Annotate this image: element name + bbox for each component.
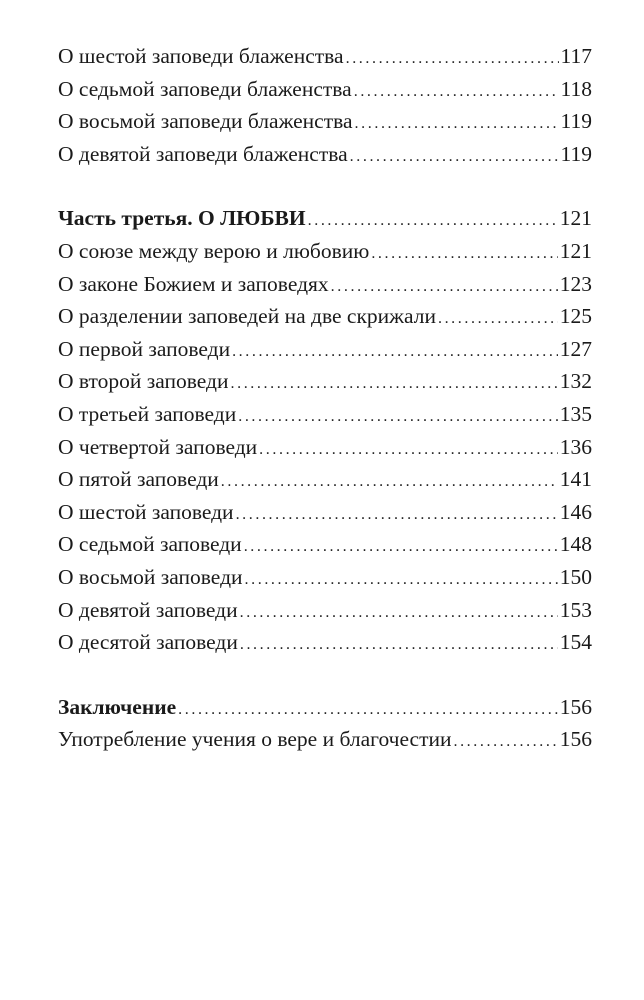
toc-entry-page: 156 [559, 727, 592, 752]
toc-entry [58, 235, 592, 268]
toc-entry-title: О шестой заповеди [58, 499, 234, 524]
dot-leader [350, 141, 559, 174]
toc-entry [58, 73, 592, 106]
toc-heading-title [58, 691, 176, 724]
toc-entry-page: 123 [559, 271, 592, 296]
toc-entry-title: О восьмой заповеди блаженства [58, 109, 353, 134]
toc-heading-title-bold: Часть третья. [58, 206, 193, 231]
dot-leader [178, 694, 558, 727]
section-gap [58, 659, 592, 691]
dot-leader [371, 238, 557, 271]
toc-entry [58, 105, 592, 138]
dot-leader [236, 499, 558, 532]
toc-heading-page: 156 [559, 694, 592, 719]
dot-leader [346, 43, 559, 76]
dot-leader [438, 303, 558, 336]
toc-entry-title: Употребление учения о вере и благочестии [58, 727, 452, 752]
toc-entry-page: 118 [560, 76, 592, 101]
toc-entry-page: 136 [559, 434, 592, 459]
dot-leader [221, 466, 558, 499]
toc-entry-page: 154 [559, 630, 592, 655]
table-of-contents [58, 40, 592, 756]
toc-entry [58, 594, 592, 627]
toc-entry [58, 333, 592, 366]
toc-entry-title: О шестой заповеди блаженства [58, 44, 344, 68]
toc-entry [58, 431, 592, 464]
dot-leader [331, 271, 558, 304]
toc-entry-title: О пятой заповеди [58, 467, 219, 492]
toc-entry [58, 528, 592, 561]
toc-entry-title: О разделении заповедей на две скрижали [58, 304, 436, 329]
toc-entry [58, 300, 592, 333]
toc-entry-page: 132 [559, 369, 592, 394]
toc-entry [58, 40, 592, 73]
toc-entry-title: О седьмой заповеди [58, 532, 242, 557]
toc-entry-title: О союзе между верою и любовию [58, 238, 370, 263]
dot-leader [232, 336, 558, 369]
toc-entry-page: 125 [559, 304, 592, 329]
toc-entry [58, 268, 592, 301]
toc-heading-page: 121 [559, 206, 592, 231]
toc-entry-title: О десятой заповеди [58, 630, 238, 655]
dot-leader [354, 76, 559, 109]
toc-heading-title-bold: Заключение [58, 694, 177, 719]
toc-entry-page: 150 [559, 564, 592, 589]
toc-entry-page: 119 [560, 109, 592, 134]
toc-entry-page: 141 [559, 467, 592, 492]
toc-entry-page: 135 [559, 401, 592, 426]
section-gap [58, 170, 592, 202]
dot-leader [259, 434, 558, 467]
toc-entry-title: О третьей заповеди [58, 401, 237, 426]
toc-entry-title: О первой заповеди [58, 336, 231, 361]
dot-leader [308, 205, 558, 238]
toc-entry-page: 153 [559, 597, 592, 622]
toc-entry-title: О законе Божием и заповедях [58, 271, 329, 296]
dot-leader [453, 726, 557, 759]
dot-leader [244, 531, 558, 564]
toc-entry [58, 723, 592, 756]
toc-entry [58, 496, 592, 529]
toc-entry [58, 626, 592, 659]
toc-entry-title: О девятой заповеди [58, 597, 238, 622]
toc-entry [58, 398, 592, 431]
dot-leader [240, 629, 558, 662]
toc-entry [58, 463, 592, 496]
toc-heading-title [58, 202, 306, 235]
toc-part-heading [58, 202, 592, 235]
dot-leader [240, 597, 558, 630]
toc-entry [58, 138, 592, 171]
toc-entry-title: О седьмой заповеди блаженства [58, 76, 352, 101]
toc-entry-page: 146 [559, 499, 592, 524]
toc-entry-title: О четвертой заповеди [58, 434, 258, 459]
toc-entry [58, 365, 592, 398]
toc-entry-page: 117 [560, 44, 592, 68]
toc-entry-title: О восьмой заповеди [58, 564, 243, 589]
toc-entry-page: 127 [559, 336, 592, 361]
toc-entry [58, 561, 592, 594]
toc-entry-title: О второй заповеди [58, 369, 229, 394]
toc-heading-title-rest: О ЛЮБВИ [192, 206, 306, 231]
dot-leader [231, 368, 558, 401]
dot-leader [238, 401, 558, 434]
toc-entry-title: О девятой заповеди блаженства [58, 141, 348, 166]
dot-leader [355, 108, 559, 141]
toc-entry-page: 121 [559, 238, 592, 263]
toc-entry-page: 119 [560, 141, 592, 166]
dot-leader [245, 564, 558, 597]
toc-part-heading [58, 691, 592, 724]
toc-entry-page: 148 [559, 532, 592, 557]
